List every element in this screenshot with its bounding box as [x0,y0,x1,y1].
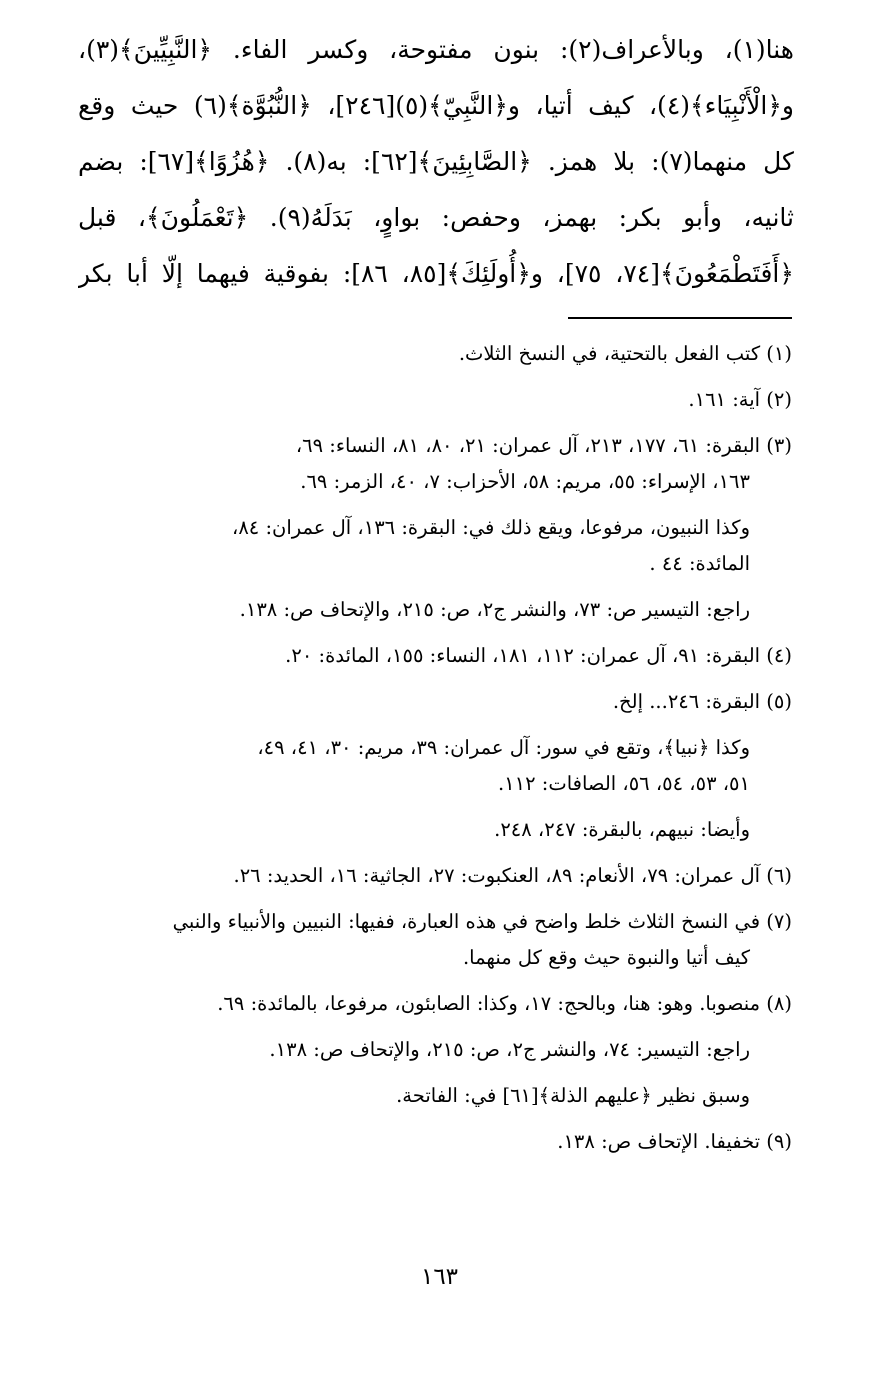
footnote-line: المائدة: ٤٤ . [649,552,750,575]
footnote-line: (٩) تخفيفا. الإتحاف ص: ١٣٨. [557,1130,792,1153]
footnote-line: (٧) في النسخ الثلاث خلط واضح في هذه العبارة، ففيها: النبيين والأنبياء والنبي [172,910,792,933]
footnote-line: راجع: التيسير: ٧٤، والنشر ج٢، ص: ٢١٥، والإتحاف ص: ١٣٨. [269,1038,750,1061]
footnote-line: وكذا ﴿نبيا﴾، وتقع في سور: آل عمران: ٣٩، مريم: ٣٠، ٤١، ٤٩، [257,736,750,759]
footnote-line: (١) كتب الفعل بالتحتية، في النسخ الثلاث. [458,342,792,365]
footnote-7 [70,904,792,976]
footnote-line: (٣) البقرة: ٦١، ١٧٧، ٢١٣، آل عمران: ٢١، ٨٠، ٨١، النساء: ٦٩، [295,434,792,457]
main-text-line: ﴿أَفَتَطْمَعُونَ﴾[٧٤، ٧٥]، و﴿أُولَئِكَ﴾[٨٥، ٨٦]: بفوقية فيهما إلّا أبا بكر [78,259,794,288]
footnote-line: كيف أتيا والنبوة حيث وقع كل منهما. [462,946,750,969]
footnote-line: (٨) منصوبا. وهو: هنا، وبالحج: ١٧، وكذا: الصابئون، مرفوعا، بالمائدة: ٦٩. [217,992,792,1015]
footnote-5 [70,684,792,720]
footnote-line: (٤) البقرة: ٩١، آل عمران: ١١٢، ١٨١، النساء: ١٥٥، المائدة: ٢٠. [285,644,792,667]
main-text-line: كل منهما(٧): بلا همز. ﴿الصَّابِئِينَ﴾[٦٢]: به(٨). ﴿هُزُوًا﴾[٦٧]: بضم [78,147,794,176]
footnote-line: (٦) آل عمران: ٧٩، الأنعام: ٨٩، العنكبوت: ٢٧، الجاثية: ١٦، الحديد: ٢٦. [233,864,792,887]
page-number: ١٦٣ [420,1264,459,1290]
footnotes [70,336,792,1170]
footnote-line: راجع: التيسير ص: ٧٣، والنشر ج٢، ص: ٢١٥، والإتحاف ص: ١٣٨. [239,598,750,621]
footnote-line: (٢) آية: ١٦١. [688,388,792,411]
footnote-line: ٥١، ٥٣، ٥٤، ٥٦، الصافات: ١١٢. [497,772,750,795]
footnote-8 [70,986,792,1022]
footnote-3-paragraph [70,592,792,628]
footnote-3-paragraph [70,510,792,582]
footnote-separator [568,317,792,319]
footnote-line: ١٦٣، الإسراء: ٥٥، مريم: ٥٨، الأحزاب: ٧، ٤٠، الزمر: ٦٩. [300,470,750,493]
footnote-5-paragraph [70,730,792,802]
footnote-line: (٥) البقرة: ٢٤٦... إلخ. [612,690,792,713]
footnote-line: وكذا النبيون، مرفوعا، ويقع ذلك في: البقرة: ١٣٦، آل عمران: ٨٤، [232,516,750,539]
footnote-line: وسبق نظير ﴿عليهم الذلة﴾[٦١] في: الفاتحة. [396,1084,750,1107]
footnote-line: وأيضا: نبيهم، بالبقرة: ٢٤٧، ٢٤٨. [494,818,750,841]
main-text-line: هنا(١)، وبالأعراف(٢): بنون مفتوحة، وكسر الفاء. ﴿النَّبِيِّينَ﴾(٣)، [78,35,794,64]
main-text-line: ثانيه، وأبو بكر: بهمز، وحفص: بواوٍ، بَدَلَهُ(٩). ﴿تَعْمَلُونَ﴾، قبل [78,203,794,232]
footnote-1 [70,336,792,372]
main-text [78,22,794,302]
footnote-3 [70,428,792,500]
footnote-4 [70,638,792,674]
footnote-9 [70,1124,792,1160]
footnote-8-paragraph [70,1032,792,1068]
footnote-5-paragraph [70,812,792,848]
footnote-2 [70,382,792,418]
footnote-8-paragraph [70,1078,792,1114]
footnote-6 [70,858,792,894]
main-text-line: و﴿الْأَنْبِيَاء﴾(٤)، كيف أتيا، و﴿النَّبِيّ﴾(٥)[٢٤٦]، ﴿النُّبُوَّة﴾(٦) حيث وقع [78,91,794,120]
